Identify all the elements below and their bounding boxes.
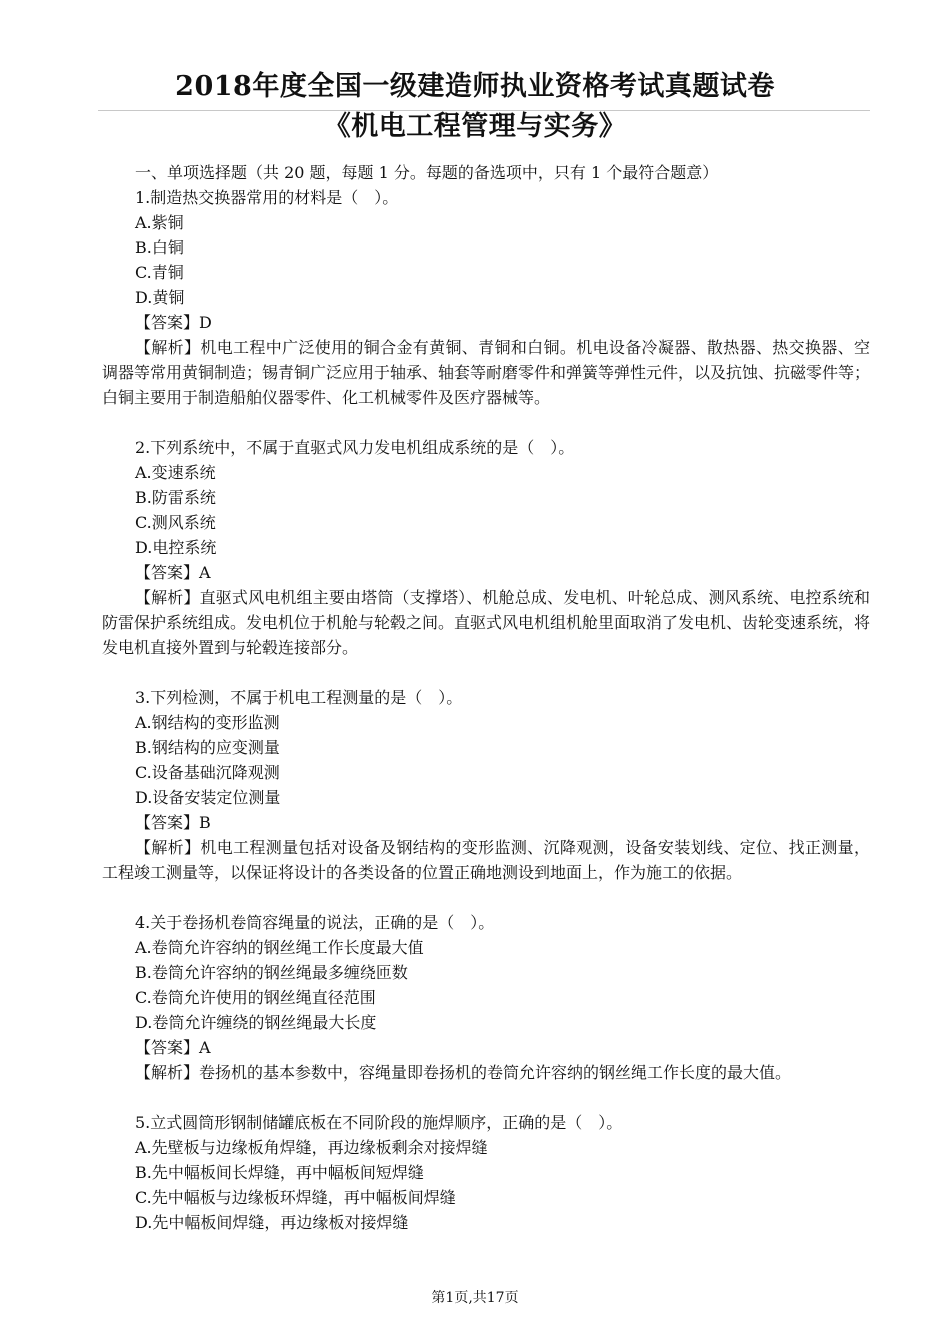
option: A.紫铜 <box>135 213 184 232</box>
option: A.变速系统 <box>135 463 216 482</box>
spacer <box>102 885 870 910</box>
option: B.防雷系统 <box>135 488 216 507</box>
question-content <box>102 160 870 1235</box>
answer: 【答案】A <box>135 1038 211 1057</box>
option: C.先中幅板与边缘板环焊缝，再中幅板间焊缝 <box>135 1188 456 1207</box>
answer: 【答案】D <box>135 313 212 332</box>
spacer <box>102 660 870 685</box>
option: A.先壁板与边缘板角焊缝，再边缘板剩余对接焊缝 <box>135 1138 488 1157</box>
page-number: 第1页,共17页 <box>431 1290 519 1306</box>
option: C.测风系统 <box>135 513 216 532</box>
answer: 【答案】B <box>135 813 211 832</box>
question-stem: 4.关于卷扬机卷筒容绳量的说法，正确的是（ ）。 <box>135 913 495 932</box>
analysis: 【解析】机电工程中广泛使用的铜合金有黄铜、青铜和白铜。机电设备冷凝器、散热器、热交换器、空调器等常用黄铜制造；锡青铜广泛应用于轴承、轴套等耐磨零件和弹簧等弹性元件，以及抗蚀、抗磁零件等；白铜主要用于制造船舶仪器零件、化工机械零件及医疗器械等。 <box>102 338 871 407</box>
option: D.卷筒允许缠绕的钢丝绳最大长度 <box>135 1013 377 1032</box>
answer: 【答案】A <box>135 563 211 582</box>
spacer <box>102 1085 870 1110</box>
option: C.设备基础沉降观测 <box>135 763 280 782</box>
option: D.黄铜 <box>135 288 185 307</box>
analysis: 【解析】机电工程测量包括对设备及钢结构的变形监测、沉降观测，设备安装划线、定位、找正测量，工程竣工测量等，以保证将设计的各类设备的位置正确地测设到地面上，作为施工的依据。 <box>102 838 870 882</box>
analysis: 【解析】直驱式风电机组主要由塔筒（支撑塔）、机舱总成、发电机、叶轮总成、测风系统、电控系统和防雷保护系统组成。发电机位于机舱与轮毂之间。直驱式风电机组机舱里面取消了发电机、齿轮变速系统，将发电机直接外置到与轮毂连接部分。 <box>102 588 871 657</box>
option: D.先中幅板间焊缝，再边缘板对接焊缝 <box>135 1213 409 1232</box>
question-stem: 2.下列系统中，不属于直驱式风力发电机组成系统的是（ ）。 <box>135 438 575 457</box>
analysis: 【解析】卷扬机的基本参数中，容绳量即卷扬机的卷筒允许容纳的钢丝绳工作长度的最大值。 <box>135 1063 792 1082</box>
question-stem: 5.立式圆筒形钢制储罐底板在不同阶段的施焊顺序，正确的是（ ）。 <box>135 1113 623 1132</box>
question-stem: 3.下列检测，不属于机电工程测量的是（ ）。 <box>135 688 463 707</box>
exam-title: 2018年度全国一级建造师执业资格考试真题试卷 <box>175 71 775 102</box>
option: B.钢结构的应变测量 <box>135 738 280 757</box>
option: B.先中幅板间长焊缝，再中幅板间短焊缝 <box>135 1163 424 1182</box>
question-stem: 1.制造热交换器常用的材料是（ ）。 <box>135 188 399 207</box>
option: D.设备安装定位测量 <box>135 788 281 807</box>
option: D.电控系统 <box>135 538 217 557</box>
option: A.钢结构的变形监测 <box>135 713 280 732</box>
spacer <box>102 410 870 435</box>
option: C.卷筒允许使用的钢丝绳直径范围 <box>135 988 376 1007</box>
option: A.卷筒允许容纳的钢丝绳工作长度最大值 <box>135 938 424 957</box>
option: C.青铜 <box>135 263 184 282</box>
section-heading: 一、单项选择题（共 20 题，每题 1 分。每题的备选项中，只有 1 个最符合题意） <box>135 163 719 182</box>
exam-subject-title: 《机电工程管理与实务》 <box>323 111 627 142</box>
option: B.白铜 <box>135 238 184 257</box>
option: B.卷筒允许容纳的钢丝绳最多缠绕匝数 <box>135 963 408 982</box>
